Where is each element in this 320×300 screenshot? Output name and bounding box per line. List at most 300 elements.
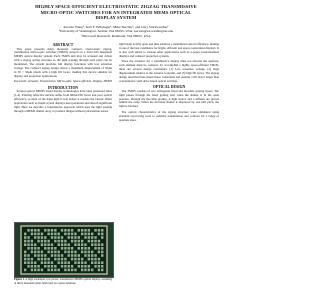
display-pixel — [58, 265, 60, 268]
display-pixel — [44, 236, 46, 239]
display-pixel — [81, 258, 83, 261]
display-pixel — [91, 258, 93, 261]
display-pixel — [51, 265, 53, 268]
display-pixel — [101, 254, 103, 257]
display-pixel — [31, 243, 33, 246]
display-pixel — [58, 251, 60, 254]
display-pixel — [61, 233, 63, 236]
display-pixel — [94, 265, 96, 268]
display-pixel — [74, 229, 76, 232]
display-pixel — [98, 254, 100, 257]
display-pixel — [58, 254, 60, 257]
display-pixel — [47, 265, 49, 268]
display-pixel — [41, 229, 43, 232]
display-pixel — [88, 240, 90, 243]
display-pixel — [27, 240, 29, 243]
display-pixel — [47, 243, 49, 246]
display-pixel — [54, 251, 56, 254]
display-pixel — [37, 251, 39, 254]
display-pixel — [71, 261, 73, 264]
display-pixel — [31, 269, 33, 272]
display-pixel — [71, 254, 73, 257]
display-pixel — [34, 261, 36, 264]
display-pixel — [68, 243, 70, 246]
display-pixel — [54, 247, 56, 250]
display-pixel — [44, 254, 46, 257]
display-pixel — [24, 243, 26, 246]
display-pixel — [27, 243, 29, 246]
display-pixel — [24, 261, 26, 264]
display-pixel — [51, 261, 53, 264]
display-pixel — [24, 229, 26, 232]
display-pixel — [81, 251, 83, 254]
figure-display-photo — [14, 222, 114, 278]
display-pixel — [68, 233, 70, 236]
display-pixel — [84, 233, 86, 236]
display-pixel — [54, 258, 56, 261]
display-pixel — [54, 269, 56, 272]
display-pixel — [94, 247, 96, 250]
display-pixel — [98, 240, 100, 243]
figure-caption — [14, 278, 112, 285]
display-pixel — [98, 251, 100, 254]
display-pixel — [54, 243, 56, 246]
display-pixel — [81, 254, 83, 257]
display-pixel — [58, 243, 60, 246]
display-pixel — [88, 229, 90, 232]
display-pixel — [101, 265, 103, 268]
display-pixel — [91, 265, 93, 268]
display-pixel — [44, 247, 46, 250]
display-pixel — [78, 233, 80, 236]
display-pixel — [84, 254, 86, 257]
display-pixel — [34, 233, 36, 236]
display-pixel — [47, 233, 49, 236]
display-pixel — [101, 261, 103, 264]
display-pixel — [58, 240, 60, 243]
display-pixel — [74, 251, 76, 254]
affiliation-1: ¹University of Washington, Seattle, WA 98195, USA, kerwin@ee.washington.edu — [58, 29, 174, 34]
display-pixel — [61, 236, 63, 239]
display-pixel — [74, 240, 76, 243]
paper-title — [14, 4, 218, 21]
display-pixel — [47, 269, 49, 272]
display-pixel — [51, 236, 53, 239]
display-pixel — [98, 269, 100, 272]
display-pixel — [34, 254, 36, 257]
display-pixel — [68, 261, 70, 264]
display-pixel — [47, 251, 49, 254]
display-pixel — [27, 251, 29, 254]
display-pixel — [41, 236, 43, 239]
left-column — [14, 43, 112, 115]
display-pixel — [34, 269, 36, 272]
caption-text: A high resolution, low power, transmissive MEMS optical display consisting of thirty thousand pixels fabricated on a glass substrate. — [14, 278, 113, 285]
display-pixel — [24, 251, 26, 254]
display-pixel — [98, 265, 100, 268]
display-pixel — [54, 233, 56, 236]
display-pixel — [68, 258, 70, 261]
display-pixel — [78, 261, 80, 264]
display-pixel — [34, 265, 36, 268]
display-pixel — [88, 233, 90, 236]
display-pixel — [88, 269, 90, 272]
display-pixel — [71, 269, 73, 272]
display-pixel — [58, 247, 60, 250]
display-pixel — [44, 233, 46, 236]
right-text-3: The TMOS consists of two orthogonal fixed and movable grating layers. The light passes through the fixed grating and, when the shutter is in the open position, through the movable grating. A light source and a diffuser are placed behind the array. When the movable shutter is displaced by one half pitch, the light is blocked. — [119, 88, 219, 109]
display-pixel — [31, 258, 33, 261]
display-pixel — [41, 243, 43, 246]
display-pixel — [34, 229, 36, 232]
affiliation-2: ²Microsoft Research, Redmond, WA 98052, USA — [81, 33, 151, 38]
display-pixel — [54, 261, 56, 264]
display-pixel — [51, 258, 53, 261]
display-pixel — [58, 236, 60, 239]
display-pixel — [64, 240, 66, 243]
display-pixel — [94, 261, 96, 264]
display-pixel — [71, 229, 73, 232]
display-pixel — [88, 243, 90, 246]
display-pixel — [98, 261, 100, 264]
display-pixel — [64, 251, 66, 254]
display-pixel — [88, 247, 90, 250]
introduction-text: Several optical MEMS based display technologies have been presented since [1-4]. Existing reflective devices suffer from limited fill factor and poor optical efficiency, so most of the input light is lost before it reaches the viewer. Other approaches such as liquid crystal displays need polarizers and absorb significant light. Here we describe a transmissive approach which uses the light passing through a MEMS shutter array to produce images without polarization losses. — [14, 89, 112, 113]
display-pixel — [31, 233, 33, 236]
figure-image — [15, 223, 113, 277]
display-pixel — [98, 236, 100, 239]
display-pixel — [41, 240, 43, 243]
display-pixel — [27, 247, 29, 250]
display-pixel — [37, 243, 39, 246]
display-pixel — [44, 258, 46, 261]
caption-label: Figure 1. — [14, 278, 25, 281]
display-pixel — [31, 240, 33, 243]
display-pixel — [71, 236, 73, 239]
right-text-4: The optical characteristics of the zigzag structure were simulated using standard ray-tracing tools to estimate transmission and contrast for a range of aperture sizes. — [119, 109, 219, 122]
display-pixel — [31, 229, 33, 232]
display-pixel — [64, 261, 66, 264]
display-pixel — [44, 240, 46, 243]
display-pixel — [71, 233, 73, 236]
display-pixel — [61, 261, 63, 264]
display-pixel — [98, 229, 100, 232]
display-pixel — [24, 258, 26, 261]
display-pixel — [94, 258, 96, 261]
display-pixel — [68, 251, 70, 254]
display-pixel — [84, 261, 86, 264]
display-pixel — [27, 269, 29, 272]
display-pixel — [31, 265, 33, 268]
display-pixel — [68, 269, 70, 272]
optical-design-heading: OPTICAL DESIGN — [152, 85, 186, 90]
display-pixel — [41, 258, 43, 261]
display-pixel — [31, 247, 33, 250]
display-pixel — [41, 247, 43, 250]
display-pixel — [34, 243, 36, 246]
display-pixel — [34, 240, 36, 243]
author-names: Kerwin Wang¹, Karl F. Böhringer¹, Mike Sinclair², and Gary Starkweather² — [63, 25, 169, 29]
display-pixel — [24, 269, 26, 272]
display-pixel — [31, 251, 33, 254]
abstract-heading: ABSTRACT — [52, 43, 74, 47]
display-pixel — [64, 247, 66, 250]
display-pixel — [51, 229, 53, 232]
display-pixel — [54, 265, 56, 268]
display-pixel — [94, 229, 96, 232]
display-pixel — [61, 254, 63, 257]
display-pixel — [37, 247, 39, 250]
display-pixel — [44, 261, 46, 264]
display-pixel — [24, 265, 26, 268]
title-line-2: MICRO-OPTIC SWITCHES FOR AN INTEGRATED MEMS OPTICAL — [40, 9, 192, 15]
display-pixel — [24, 254, 26, 257]
display-pixel — [74, 254, 76, 257]
display-pixel — [68, 236, 70, 239]
display-pixel — [64, 229, 66, 232]
display-pixel — [71, 247, 73, 250]
display-pixel — [58, 229, 60, 232]
display-pixel — [88, 265, 90, 268]
display-pixel — [31, 261, 33, 264]
display-pixel — [68, 247, 70, 250]
display-pixel — [24, 240, 26, 243]
display-pixel — [71, 265, 73, 268]
abstract-text: This paper presents thirty thousand, compact, electrostatic zigzag, transmissive micro-optic switches (TMOS) arrayed on a 3cm×3cm integrated MEMS optical display system. Each TMOS unit may be actuated and driven with a zigzag spring structure so the light passing through each pixel can be modulated. The system provides full display functions with low actuation voltage. The compact zigzag design allows a maximum displacement of 50μm in 50 × 50μm pixels with a high fill factor, making this device suitable for display and projection applications. — [14, 46, 112, 78]
introduction-heading: INTRODUCTION — [47, 85, 79, 90]
display-pixel — [88, 258, 90, 261]
display-pixel — [41, 265, 43, 268]
display-pixel — [101, 236, 103, 239]
display-pixel — [74, 233, 76, 236]
display-pixel — [101, 251, 103, 254]
display-pixel — [41, 254, 43, 257]
display-pixel — [91, 251, 93, 254]
display-pixel — [71, 258, 73, 261]
display-pixel — [101, 243, 103, 246]
display-pixel — [101, 229, 103, 232]
display-pixel — [37, 229, 39, 232]
display-pixel — [61, 265, 63, 268]
display-pixel — [74, 261, 76, 264]
display-pixel — [71, 251, 73, 254]
display-pixel — [24, 233, 26, 236]
display-pixel — [51, 233, 53, 236]
display-pixel — [61, 240, 63, 243]
display-pixel — [27, 236, 29, 239]
display-pixel — [71, 240, 73, 243]
display-pixel — [61, 251, 63, 254]
display-pixel — [51, 240, 53, 243]
chip-die — [21, 226, 107, 274]
display-pixel — [94, 233, 96, 236]
display-pixel — [61, 269, 63, 272]
display-pixel — [74, 258, 76, 261]
display-pixel — [81, 247, 83, 250]
keywords-text: Keywords: Actuator, Transmissive, Micro-optic, Space-efficient, Display, MEMS — [14, 79, 112, 84]
display-pixel — [58, 258, 60, 261]
display-pixel — [101, 258, 103, 261]
display-pixel — [94, 269, 96, 272]
display-pixel — [84, 269, 86, 272]
display-pixel — [74, 265, 76, 268]
display-pixel — [61, 243, 63, 246]
display-pixel — [54, 254, 56, 257]
display-pixel — [81, 265, 83, 268]
display-pixel — [47, 261, 49, 264]
display-pixel — [54, 229, 56, 232]
display-pixel — [81, 243, 83, 246]
display-pixel — [64, 254, 66, 257]
display-pixel — [27, 265, 29, 268]
display-pixel — [94, 251, 96, 254]
display-pixel — [78, 229, 80, 232]
display-pixel — [47, 258, 49, 261]
display-pixel — [88, 261, 90, 264]
display-pixel — [74, 269, 76, 272]
display-pixel — [74, 247, 76, 250]
right-column — [119, 43, 219, 124]
right-text-2: Since the actuators for a transmissive display must not obscure the aperture, each element must be compact. To accomplish a highly space-efficient TMOS, there are several design constraints: (1) Low actuation voltage, (2) large displacement relative to the actuator footprint, and (3) high fill factor. The zigzag design described here meets these constraints and enables a fill factor larger than conventional comb drive based optical switches. — [119, 59, 219, 83]
display-pixel — [94, 236, 96, 239]
display-pixel — [88, 251, 90, 254]
display-pixel — [37, 261, 39, 264]
display-pixel — [44, 265, 46, 268]
display-pixel — [68, 229, 70, 232]
display-pixel — [91, 247, 93, 250]
display-pixel — [24, 247, 26, 250]
display-pixel — [41, 251, 43, 254]
title-line-1: HIGHLY SPACE-EFFICIENT ELECTROSTATIC ZIGZAG TRANSMISSIVE — [35, 4, 197, 9]
display-pixel — [34, 236, 36, 239]
display-pixel — [78, 269, 80, 272]
display-pixel — [44, 243, 46, 246]
display-pixel — [91, 236, 93, 239]
display-pixel — [54, 240, 56, 243]
display-pixel — [74, 236, 76, 239]
display-pixel — [64, 243, 66, 246]
display-pixel — [101, 240, 103, 243]
display-pixel — [78, 258, 80, 261]
display-pixel — [88, 236, 90, 239]
display-pixel — [27, 254, 29, 257]
display-pixel — [64, 236, 66, 239]
display-pixel — [81, 229, 83, 232]
title-line-3: DISPLAY SYSTEM — [95, 15, 137, 21]
display-pixel — [41, 261, 43, 264]
display-pixel — [78, 251, 80, 254]
display-pixel — [91, 233, 93, 236]
display-pixel — [84, 240, 86, 243]
display-pixel — [37, 240, 39, 243]
display-pixel — [78, 265, 80, 268]
display-pixel — [58, 269, 60, 272]
display-pixel — [37, 265, 39, 268]
display-pixel — [81, 240, 83, 243]
display-pixel — [91, 269, 93, 272]
display-pixel — [64, 258, 66, 261]
display-pixel — [84, 258, 86, 261]
display-pixel — [78, 243, 80, 246]
display-pixel — [47, 229, 49, 232]
display-pixel — [24, 236, 26, 239]
display-pixel — [98, 243, 100, 246]
display-pixel — [78, 240, 80, 243]
display-pixel — [51, 269, 53, 272]
display-pixel — [78, 236, 80, 239]
display-pixel — [37, 233, 39, 236]
display-pixel — [27, 258, 29, 261]
display-pixel — [78, 247, 80, 250]
display-pixel — [58, 233, 60, 236]
display-pixel — [47, 254, 49, 257]
display-pixel — [94, 254, 96, 257]
display-pixel — [101, 233, 103, 236]
display-pixel — [81, 269, 83, 272]
display-pixel — [27, 229, 29, 232]
display-pixel — [74, 243, 76, 246]
display-pixel — [44, 229, 46, 232]
display-pixel — [84, 247, 86, 250]
display-pixel — [84, 229, 86, 232]
display-pixel — [88, 254, 90, 257]
display-pixel — [64, 233, 66, 236]
display-pixel — [34, 247, 36, 250]
display-pixel — [91, 243, 93, 246]
display-pixel — [84, 265, 86, 268]
display-pixel — [91, 229, 93, 232]
display-pixel — [64, 269, 66, 272]
display-pixel — [94, 243, 96, 246]
author-block — [14, 25, 218, 38]
display-pixel — [47, 236, 49, 239]
display-pixel — [61, 247, 63, 250]
display-pixel — [91, 261, 93, 264]
display-pixel — [98, 247, 100, 250]
display-pixel — [91, 254, 93, 257]
display-pixel — [34, 251, 36, 254]
display-pixel — [61, 229, 63, 232]
display-pixel — [51, 243, 53, 246]
display-pixel — [68, 240, 70, 243]
display-pixel — [71, 243, 73, 246]
display-pixel — [98, 233, 100, 236]
display-pixel — [61, 258, 63, 261]
display-pixel — [51, 247, 53, 250]
display-pixel — [101, 247, 103, 250]
display-pixel — [47, 240, 49, 243]
display-pixel — [27, 261, 29, 264]
display-pixel — [44, 269, 46, 272]
display-pixel — [44, 251, 46, 254]
display-pixel — [54, 236, 56, 239]
display-pixel — [101, 269, 103, 272]
display-pixel — [51, 251, 53, 254]
display-pixel — [41, 233, 43, 236]
display-pixel — [37, 269, 39, 272]
display-pixel — [31, 254, 33, 257]
display-pixel — [51, 254, 53, 257]
display-pixel — [84, 243, 86, 246]
display-pixel — [34, 258, 36, 261]
display-pixel — [94, 240, 96, 243]
display-pixel — [98, 258, 100, 261]
display-pixel — [64, 265, 66, 268]
display-pixel — [68, 265, 70, 268]
display-pixel — [37, 254, 39, 257]
display-pixel — [68, 254, 70, 257]
display-pixel — [84, 236, 86, 239]
